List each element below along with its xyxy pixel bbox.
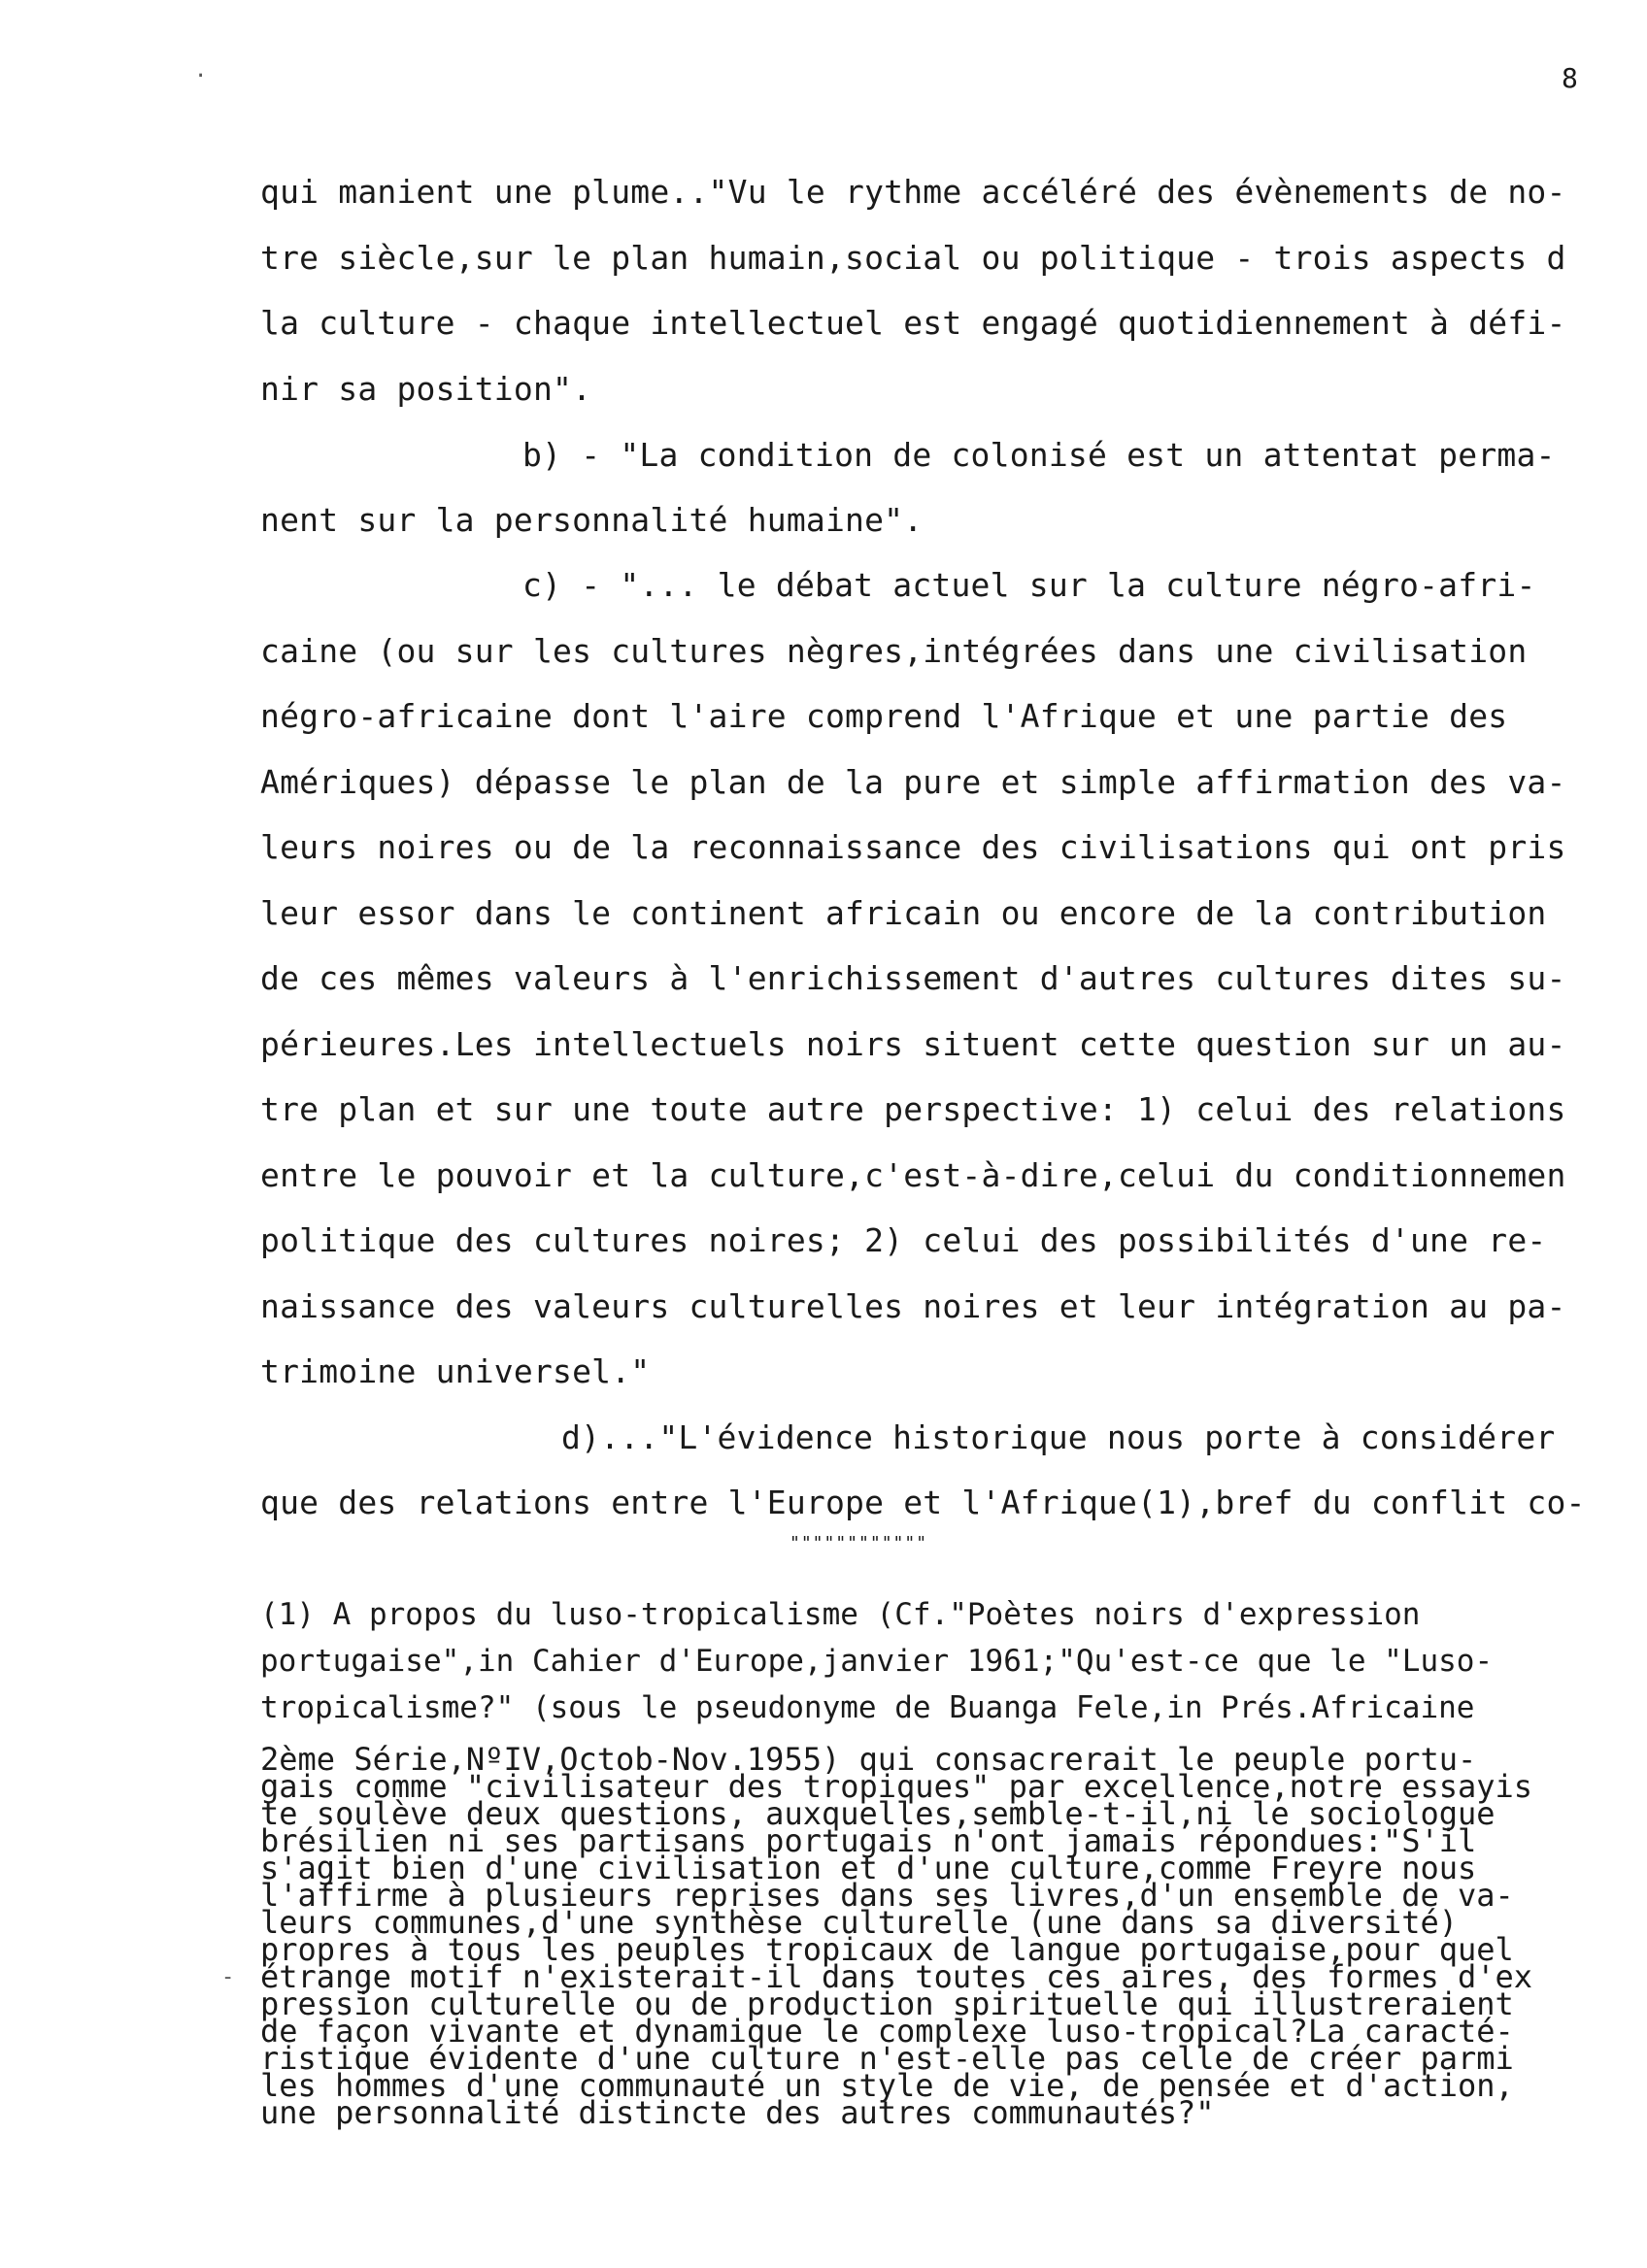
body-line: entre le pouvoir et la culture,c'est-à-dire,celui du conditionnemen <box>260 1156 1566 1194</box>
footnote-line: pression culturelle ou de production spirituelle qui illustreraient <box>260 1985 1514 2022</box>
footnote-line: (1) A propos du luso-tropicalisme (Cf."Poètes noirs d'expression <box>260 1597 1421 1632</box>
body-line: Amériques) dépasse le plan de la pure et simple affirmation des va- <box>260 763 1566 801</box>
body-line: trimoine universel." <box>260 1352 651 1390</box>
body-line: caine (ou sur les cultures nègres,intégrées dans une civilisation <box>260 632 1528 670</box>
footnote-line: étrange motif n'existerait-il dans toutes ces aires, des formes d'ex <box>260 1958 1533 1995</box>
scan-speck: · <box>194 64 208 88</box>
footnote-line: gais comme "civilisateur des tropiques" par excellence,notre essayis <box>260 1768 1533 1805</box>
body-line: politique des cultures noires; 2) celui des possibilités d'une re- <box>260 1221 1547 1259</box>
footnote-line: propres à tous les peuples tropicaux de langue portugaise,pour quel <box>260 1931 1514 1968</box>
footnote-line: s'agit bien d'une civilisation et d'une culture,comme Freyre nous <box>260 1850 1477 1886</box>
footnote-line: de façon vivante et dynamique le complexe luso-tropical?La caracté- <box>260 2013 1514 2050</box>
body-line: leurs noires ou de la reconnaissance des civilisations qui ont pris <box>260 828 1566 866</box>
page-number: 8 <box>1562 62 1578 94</box>
body-line: périeures.Les intellectuels noirs situent cette question sur un au- <box>260 1025 1566 1063</box>
body-line: c) - "... le débat actuel sur la culture négro-afri- <box>522 566 1536 604</box>
footnote-line: te soulève deux questions, auxquelles,semble-t-il,ni le sociologue <box>260 1795 1496 1832</box>
footnote-line: une personnalité distincte des autres communautés?" <box>260 2094 1215 2131</box>
body-line: tre siècle,sur le plan humain,social ou politique - trois aspects d <box>260 239 1566 277</box>
body-line: naissance des valeurs culturelles noires et leur intégration au pa- <box>260 1287 1566 1325</box>
body-line: que des relations entre l'Europe et l'Afrique(1),bref du conflit co- <box>260 1484 1586 1521</box>
body-line: de ces mêmes valeurs à l'enrichissement d'autres cultures dites su- <box>260 959 1566 997</box>
body-line: qui manient une plume.."Vu le rythme accéléré des évènements de no- <box>260 173 1566 211</box>
footnote-separator: """""""""""" <box>790 1533 928 1553</box>
footnote-line: brésilien ni ses partisans portugais n'ont jamais répondues:"S'il <box>260 1822 1477 1859</box>
body-line: nir sa position". <box>260 370 592 408</box>
footnote-line: ristique évidente d'une culture n'est-elle pas celle de créer parmi <box>260 2040 1514 2077</box>
body-line: nent sur la personnalité humaine". <box>260 501 924 539</box>
footnote-line: leurs communes,d'une synthèse culturelle (une dans sa diversité) <box>260 1904 1458 1941</box>
body-line: tre plan et sur une toute autre perspective: 1) celui des relations <box>260 1090 1566 1128</box>
footnote-line: tropicalisme?" (sous le pseudonyme de Buanga Fele,in Prés.Africaine <box>260 1690 1475 1725</box>
body-line: la culture - chaque intellectuel est engagé quotidiennement à défi- <box>260 304 1566 342</box>
footnote-line: les hommes d'une communauté un style de vie, de pensée et d'action, <box>260 2067 1514 2104</box>
body-line: négro-africaine dont l'aire comprend l'Afrique et une partie des <box>260 697 1508 735</box>
margin-dash: - <box>221 1965 235 1989</box>
footnote-line: l'affirme à plusieurs reprises dans ses livres,d'un ensemble de va- <box>260 1877 1514 1914</box>
body-line: d)..."L'évidence historique nous porte à considérer <box>561 1418 1556 1456</box>
footnote-line: portugaise",in Cahier d'Europe,janvier 1961;"Qu'est-ce que le "Luso- <box>260 1644 1494 1679</box>
footnote-line: 2ème Série,NºIV,Octob-Nov.1955) qui consacrerait le peuple portu- <box>260 1741 1477 1778</box>
body-line: leur essor dans le continent africain ou encore de la contribution <box>260 894 1547 932</box>
body-line: b) - "La condition de colonisé est un attentat perma- <box>522 436 1556 474</box>
